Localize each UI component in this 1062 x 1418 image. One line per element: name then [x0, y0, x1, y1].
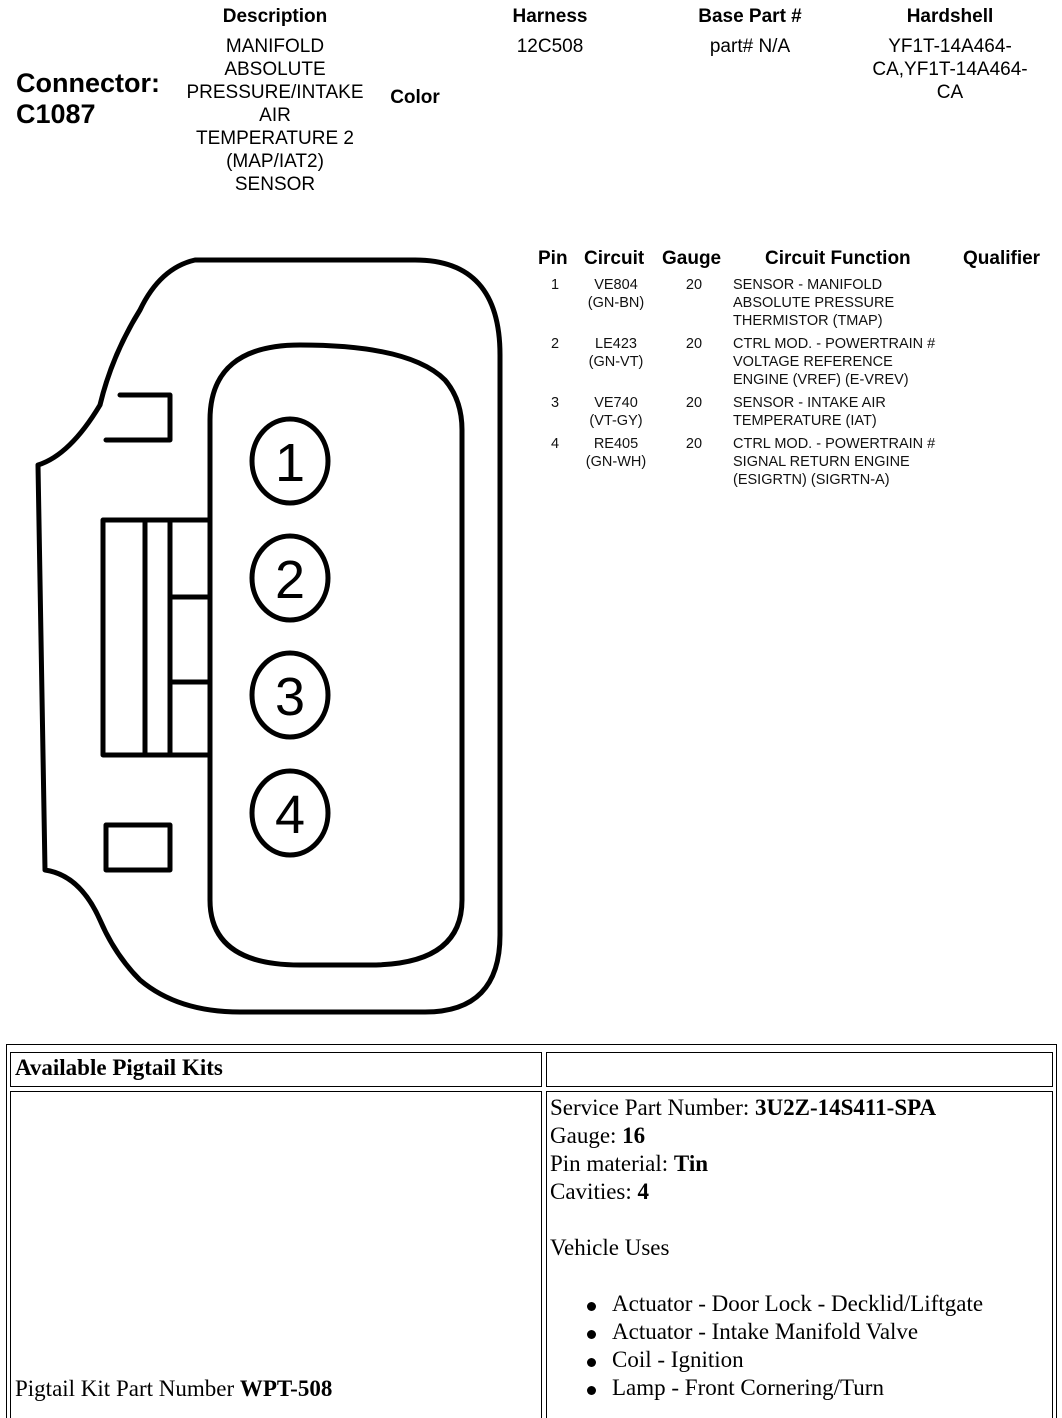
function-line: VOLTAGE REFERENCE — [733, 354, 893, 370]
pin-label-1: 1 — [274, 433, 306, 493]
vehicle-use-item — [550, 1374, 983, 1402]
gauge-value: 16 — [622, 1123, 646, 1148]
vehicle-use-text: Actuator - Intake Manifold Valve — [612, 1319, 919, 1344]
service-part-value: 3U2Z-14S411-SPA — [755, 1095, 937, 1120]
harness-header: Harness — [512, 6, 588, 27]
circuit-color: (GN-WH) — [585, 454, 647, 470]
description-line: TEMPERATURE 2 — [195, 128, 354, 149]
pin-material-value: Tin — [673, 1151, 709, 1176]
description-line: AIR — [259, 105, 291, 126]
kit-number-label: Pigtail Kit Part Number — [15, 1376, 240, 1401]
circuit-cell — [570, 394, 662, 430]
pigtail-title: Available Pigtail Kits — [15, 1055, 223, 1080]
connector-label: Connector: — [16, 68, 160, 98]
bullet-icon — [587, 1302, 596, 1311]
harness-value: 12C508 — [516, 36, 584, 57]
connector-inner-cavity — [210, 345, 462, 965]
gauge-cell: 20 — [685, 436, 703, 452]
description-line: ABSOLUTE — [224, 59, 326, 80]
function-line: CTRL MOD. - POWERTRAIN # — [733, 436, 936, 452]
pin-material-line — [550, 1150, 983, 1178]
vehicle-use-item — [550, 1318, 983, 1346]
hardshell-line: CA,YF1T-14A464- — [872, 59, 1028, 80]
connector-outer-housing — [38, 260, 500, 1012]
vehicle-uses-list — [550, 1290, 983, 1402]
function-line: TEMPERATURE (IAT) — [733, 413, 877, 429]
hardshell-line: CA — [936, 82, 964, 103]
description-header: Description — [222, 6, 328, 27]
pin-label-4: 4 — [274, 785, 306, 845]
kit-number-value: WPT-508 — [239, 1376, 333, 1401]
function-line: ENGINE (VREF) (E-VREV) — [733, 372, 909, 388]
function-cell — [733, 335, 963, 389]
pin-cell: 1 — [550, 277, 560, 293]
circuit-id: LE423 — [595, 336, 637, 352]
pigtail-details — [550, 1094, 983, 1402]
vehicle-use-text: Coil - Ignition — [612, 1347, 744, 1372]
connector-upper-notch — [106, 395, 170, 440]
function-line: ABSOLUTE PRESSURE — [733, 295, 895, 311]
service-part-line — [550, 1094, 983, 1122]
gauge-column-header: Gauge — [662, 248, 722, 269]
gauge-label: Gauge: — [550, 1123, 623, 1148]
connector-face-diagram — [0, 240, 530, 1030]
bullet-icon — [587, 1330, 596, 1339]
circuit-cell — [570, 335, 662, 371]
base-part-value: part# N/A — [709, 36, 791, 57]
pin-cell: 3 — [550, 395, 560, 411]
function-cell — [733, 435, 963, 489]
pigtail-details-cell — [546, 1091, 1053, 1418]
pigtail-title-empty-cell — [546, 1052, 1053, 1087]
circuit-id: VE804 — [594, 277, 638, 293]
function-line: CTRL MOD. - POWERTRAIN # — [733, 336, 936, 352]
vehicle-use-item — [550, 1346, 983, 1374]
vehicle-use-text: Lamp - Front Cornering/Turn — [612, 1375, 884, 1400]
circuit-cell — [570, 276, 662, 312]
cavities-line — [550, 1178, 983, 1206]
pigtail-kit-cell — [10, 1091, 542, 1418]
bullet-icon — [587, 1386, 596, 1395]
circuit-color: (GN-BN) — [587, 295, 645, 311]
hardshell-value — [850, 35, 1050, 104]
function-line: SIGNAL RETURN ENGINE — [733, 454, 910, 470]
vehicle-use-text: Actuator - Door Lock - Decklid/Liftgate — [612, 1291, 984, 1316]
qualifier-column-header: Qualifier — [963, 248, 1041, 269]
function-cell — [733, 394, 963, 430]
description-line: MANIFOLD — [225, 36, 325, 57]
pigtail-kit-line — [15, 1375, 332, 1403]
description-line: PRESSURE/INTAKE — [186, 82, 364, 103]
cavities-value: 4 — [637, 1179, 650, 1204]
connector-lower-notch — [106, 825, 170, 870]
pin-column-header: Pin — [538, 248, 568, 269]
description-value — [170, 35, 380, 196]
circuit-id: RE405 — [593, 436, 639, 452]
base-part-header: Base Part # — [698, 6, 802, 27]
pin-material-label: Pin material: — [550, 1151, 674, 1176]
connector-title — [16, 68, 160, 130]
gauge-cell: 20 — [685, 336, 703, 352]
function-line: SENSOR - MANIFOLD — [733, 277, 883, 293]
circuit-function-column-header: Circuit Function — [765, 248, 911, 269]
function-line: (ESIGRTN) (SIGRTN-A) — [733, 472, 890, 488]
function-line: SENSOR - INTAKE AIR — [733, 395, 886, 411]
pin-label-3: 3 — [274, 667, 306, 727]
circuit-color: (VT-GY) — [589, 413, 643, 429]
vehicle-use-item — [550, 1290, 983, 1318]
description-line: (MAP/IAT2) — [226, 151, 324, 172]
hardshell-line: YF1T-14A464- — [888, 36, 1012, 57]
gauge-cell: 20 — [685, 277, 703, 293]
service-part-label: Service Part Number: — [550, 1095, 756, 1120]
function-line: THERMISTOR (TMAP) — [733, 313, 883, 329]
pin-cell: 2 — [550, 336, 560, 352]
bullet-icon — [587, 1358, 596, 1367]
gauge-cell: 20 — [685, 395, 703, 411]
function-cell — [733, 276, 963, 330]
pigtail-title-cell — [10, 1052, 542, 1087]
vehicle-uses-label: Vehicle Uses — [550, 1235, 670, 1260]
pin-label-2: 2 — [274, 550, 306, 610]
cavities-label: Cavities: — [550, 1179, 638, 1204]
color-header: Color — [390, 87, 440, 108]
hardshell-header: Hardshell — [906, 6, 994, 27]
circuit-cell — [570, 435, 662, 471]
circuit-column-header: Circuit — [584, 248, 645, 269]
connector-latch — [103, 520, 208, 755]
gauge-line — [550, 1122, 983, 1150]
circuit-id: VE740 — [594, 395, 638, 411]
circuit-color: (GN-VT) — [588, 354, 644, 370]
description-line: SENSOR — [234, 174, 316, 195]
connector-id: C1087 — [16, 99, 96, 129]
pin-cell: 4 — [550, 436, 560, 452]
